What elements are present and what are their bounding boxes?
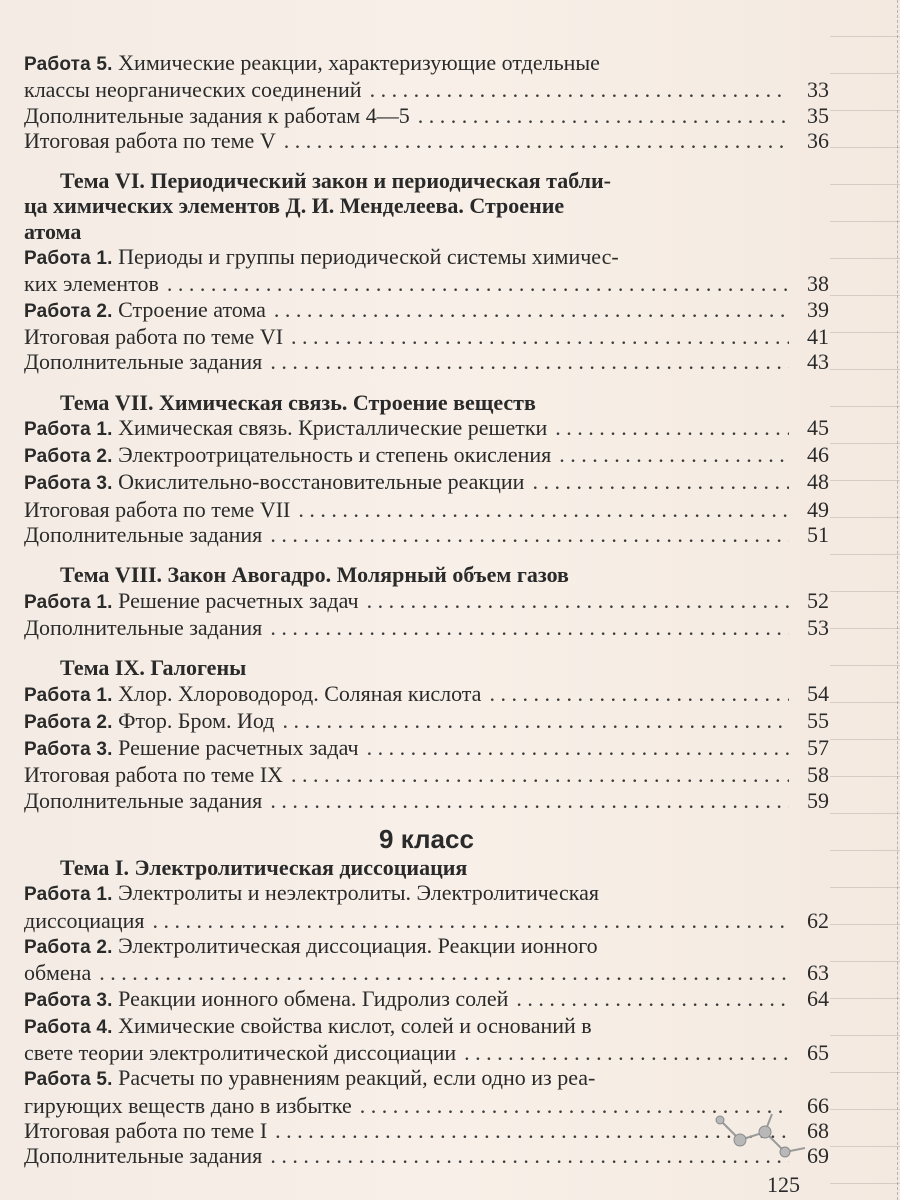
toc-entry-line [24, 77, 829, 102]
toc-entry-line [24, 349, 829, 374]
leader-dots [284, 128, 789, 153]
toc-entry-line [24, 735, 829, 762]
entry-text [24, 128, 276, 153]
toc-entry[interactable] [24, 880, 829, 933]
leader-dots [559, 442, 789, 467]
entry-text [24, 271, 159, 296]
theme-title-line: Тема I. Электролитическая диссоциация [60, 855, 468, 881]
entry-title: Решение расчетных задач [118, 587, 359, 613]
entry-text [24, 497, 290, 522]
toc-entry-line [24, 497, 829, 522]
entry-title: свете теории электролитической диссоциации [24, 1040, 457, 1066]
theme-heading [24, 168, 829, 244]
toc-entry[interactable] [24, 50, 829, 103]
toc-entry-line [24, 128, 829, 153]
toc-entry[interactable] [24, 324, 829, 349]
toc-entry-line [24, 1013, 829, 1040]
entry-text [24, 103, 410, 128]
leader-dots [291, 762, 789, 787]
work-label: Работа 1. [24, 591, 113, 613]
entry-page-number: 59 [807, 787, 829, 813]
toc-entry[interactable] [24, 297, 829, 324]
entry-title: Строение атома [118, 296, 266, 322]
toc-entry[interactable] [24, 986, 829, 1013]
entry-page-number: 51 [807, 522, 829, 548]
entry-text [24, 908, 144, 933]
entry-text [24, 469, 524, 496]
entry-title: Дополнительные задания [24, 614, 263, 640]
entry-text [24, 681, 481, 708]
toc-entry[interactable] [24, 103, 829, 128]
margin-guide-lines [830, 0, 900, 1200]
work-label: Работа 3. [24, 739, 113, 761]
entry-title: Итоговая работа по теме I [24, 1117, 268, 1143]
toc-entry[interactable] [24, 244, 829, 297]
toc-entry[interactable] [24, 522, 829, 547]
work-label: Работа 1. [24, 418, 113, 440]
entry-text [24, 588, 359, 615]
leader-dots [555, 415, 789, 440]
entry-title: ких элементов [24, 271, 159, 297]
work-label: Работа 2. [24, 936, 113, 958]
toc-entry-line [24, 297, 829, 324]
entry-page-number: 52 [807, 587, 829, 613]
entry-title: Химическая связь. Кристаллические решетки [118, 414, 548, 440]
toc-entry[interactable] [24, 469, 829, 496]
entry-title: гирующих веществ дано в избытке [24, 1092, 352, 1118]
grade-heading: 9 класс [379, 824, 474, 855]
entry-text [24, 615, 262, 640]
toc-entry-line [24, 50, 829, 77]
toc-entry-line [24, 960, 829, 985]
entry-page-number: 64 [807, 985, 829, 1011]
entry-page-number: 58 [807, 762, 829, 788]
entry-title: Хлор. Хлороводород. Соляная кислота [118, 680, 482, 706]
entry-page-number: 48 [807, 469, 829, 495]
molecule-icon [700, 1110, 810, 1170]
entry-text [24, 349, 262, 374]
entry-title: Дополнительные задания [24, 522, 263, 548]
entry-text [24, 1118, 267, 1143]
entry-page-number: 62 [807, 907, 829, 933]
toc-entry-line [24, 103, 829, 128]
entry-text [24, 522, 262, 547]
toc-entry[interactable] [24, 615, 829, 640]
entry-title: Дополнительные задания к работам 4—5 [24, 102, 410, 128]
entry-title: Дополнительные задания [24, 787, 263, 813]
work-label: Работа 2. [24, 446, 113, 468]
theme-title-line: Тема IX. Галогены [60, 655, 247, 681]
entry-text [24, 788, 262, 813]
entry-title: Итоговая работа по теме IX [24, 762, 284, 788]
entry-title: Дополнительные задания [24, 1143, 263, 1169]
theme-heading [24, 855, 829, 880]
toc-entry-line [24, 762, 829, 787]
leader-dots [298, 497, 789, 522]
entry-title: Химические реакции, характеризующие отдельные [118, 50, 600, 75]
toc-entry[interactable] [24, 708, 829, 735]
entry-title: Периоды и группы периодической системы химичес- [118, 244, 619, 270]
entry-title: классы неорганических соединений [24, 77, 362, 103]
toc-entry-line [24, 908, 829, 933]
leader-dots [489, 681, 789, 706]
theme-title-line: ца химических элементов Д. И. Менделеева. Строение [24, 193, 565, 219]
leader-dots [274, 297, 789, 322]
toc-entry-line [24, 1040, 829, 1065]
entry-text [24, 1143, 262, 1168]
leader-dots [367, 735, 789, 760]
entry-page-number: 39 [807, 296, 829, 322]
entry-title: Электролиты и неэлектролиты. Электролитическая [118, 880, 599, 906]
theme-heading [24, 655, 829, 680]
entry-page-number: 35 [807, 102, 829, 128]
toc-entry-line [24, 880, 829, 907]
work-label: Работа 1. [24, 248, 113, 270]
leader-dots [270, 522, 789, 547]
entry-text [24, 297, 266, 324]
entry-text [24, 1040, 456, 1065]
toc-entry[interactable] [24, 128, 829, 153]
entry-title: Расчеты по уравнениям реакций, если одно из реа- [118, 1065, 596, 1091]
entry-title: Химические свойства кислот, солей и оснований в [118, 1012, 592, 1038]
leader-dots [270, 349, 789, 374]
leader-dots [270, 615, 789, 640]
leader-dots [418, 103, 789, 128]
entry-page-number: 66 [807, 1092, 829, 1118]
leader-dots [532, 469, 789, 494]
entry-page-number: 36 [807, 127, 829, 153]
entry-page-number: 65 [807, 1040, 829, 1066]
entry-title: Решение расчетных задач [118, 735, 359, 761]
work-label: Работа 1. [24, 884, 113, 906]
entry-title: диссоциация [24, 907, 145, 933]
entry-title: Окислительно-восстановительные реакции [118, 469, 525, 495]
toc-entry-line [24, 986, 829, 1013]
toc-entry-line [24, 415, 829, 442]
entry-text [24, 986, 508, 1013]
toc-entry-line [24, 1065, 829, 1092]
entry-page-number: 54 [807, 680, 829, 706]
theme-title-line: Тема VII. Химическая связь. Строение веществ [60, 389, 536, 415]
entry-title: Фтор. Бром. Иод [118, 707, 275, 733]
leader-dots [464, 1040, 789, 1065]
entry-page-number: 55 [807, 707, 829, 733]
entry-page-number: 69 [807, 1143, 829, 1169]
entry-text [24, 960, 91, 985]
entry-text [24, 762, 283, 787]
entry-title: Электроотрицательность и степень окисления [118, 442, 552, 468]
toc-entry[interactable] [24, 497, 829, 522]
toc-entry[interactable] [24, 762, 829, 787]
work-label: Работа 1. [24, 684, 113, 706]
leader-dots [270, 788, 789, 813]
entry-page-number: 49 [807, 496, 829, 522]
entry-title: Реакции ионного обмена. Гидролиз солей [118, 985, 509, 1011]
entry-page-number: 41 [807, 323, 829, 349]
entry-text [24, 735, 359, 762]
toc-entry-line [24, 442, 829, 469]
leader-dots [282, 708, 789, 733]
entry-text [24, 77, 362, 102]
entry-title: Итоговая работа по теме VI [24, 323, 284, 349]
toc-entry-line [24, 933, 829, 960]
toc-entry-line [24, 788, 829, 813]
theme-title-line: атома [24, 218, 82, 244]
toc-entry-line [24, 469, 829, 496]
leader-dots [370, 77, 789, 102]
toc-entry-line [24, 681, 829, 708]
entry-page-number: 38 [807, 271, 829, 297]
entry-page-number: 46 [807, 442, 829, 468]
toc-entry[interactable] [24, 735, 829, 762]
work-label: Работа 4. [24, 1016, 113, 1038]
toc-entry-line [24, 615, 829, 640]
work-label: Работа 3. [24, 989, 113, 1011]
toc-entry[interactable] [24, 788, 829, 813]
page-footer [700, 1110, 840, 1200]
work-label: Работа 5. [24, 54, 113, 75]
entry-title: обмена [24, 960, 92, 986]
toc-entry[interactable] [24, 442, 829, 469]
leader-dots [152, 908, 789, 933]
entry-text [24, 324, 283, 349]
entry-page-number: 68 [807, 1117, 829, 1143]
work-label: Работа 2. [24, 711, 113, 733]
toc-entry[interactable] [24, 415, 829, 442]
theme-title-line: Тема VIII. Закон Авогадро. Молярный объем газов [60, 562, 569, 588]
leader-dots [516, 986, 789, 1011]
entry-page-number: 33 [807, 77, 829, 103]
entry-title: Дополнительные задания [24, 349, 263, 375]
toc-entry-line [24, 588, 829, 615]
entry-page-number: 53 [807, 614, 829, 640]
theme-title-line: Тема VI. Периодический закон и периодическая табли- [60, 168, 611, 194]
entry-title: Итоговая работа по теме V [24, 127, 276, 153]
toc-entry[interactable] [24, 588, 829, 615]
theme-heading [24, 562, 829, 587]
margin-fold-line [897, 0, 898, 1200]
entry-title: Итоговая работа по теме VII [24, 496, 291, 522]
toc-entry-line [24, 522, 829, 547]
toc-entry[interactable] [24, 349, 829, 374]
toc-entry[interactable] [24, 1013, 829, 1066]
entry-text [24, 708, 274, 735]
entry-text [24, 415, 547, 442]
entry-page-number: 43 [807, 349, 829, 375]
leader-dots [291, 324, 789, 349]
entry-title: Электролитическая диссоциация. Реакции ионного [118, 932, 598, 958]
toc-entry-line [24, 271, 829, 296]
leader-dots [367, 588, 789, 613]
work-label: Работа 3. [24, 473, 113, 495]
leader-dots [167, 271, 789, 296]
leader-dots [99, 960, 789, 985]
entry-text [24, 442, 551, 469]
toc-entry-line [24, 708, 829, 735]
entry-page-number: 63 [807, 960, 829, 986]
entry-text [24, 1093, 352, 1118]
entry-page-number: 45 [807, 414, 829, 440]
theme-heading [24, 390, 829, 415]
entry-page-number: 57 [807, 735, 829, 761]
work-label: Работа 2. [24, 300, 113, 322]
toc-entry[interactable] [24, 681, 829, 708]
toc-entry[interactable] [24, 933, 829, 986]
table-of-contents [24, 50, 829, 1169]
toc-entry-line [24, 244, 829, 271]
page-number: 125 [767, 1172, 800, 1197]
work-label: Работа 5. [24, 1069, 113, 1091]
toc-entry-line [24, 324, 829, 349]
